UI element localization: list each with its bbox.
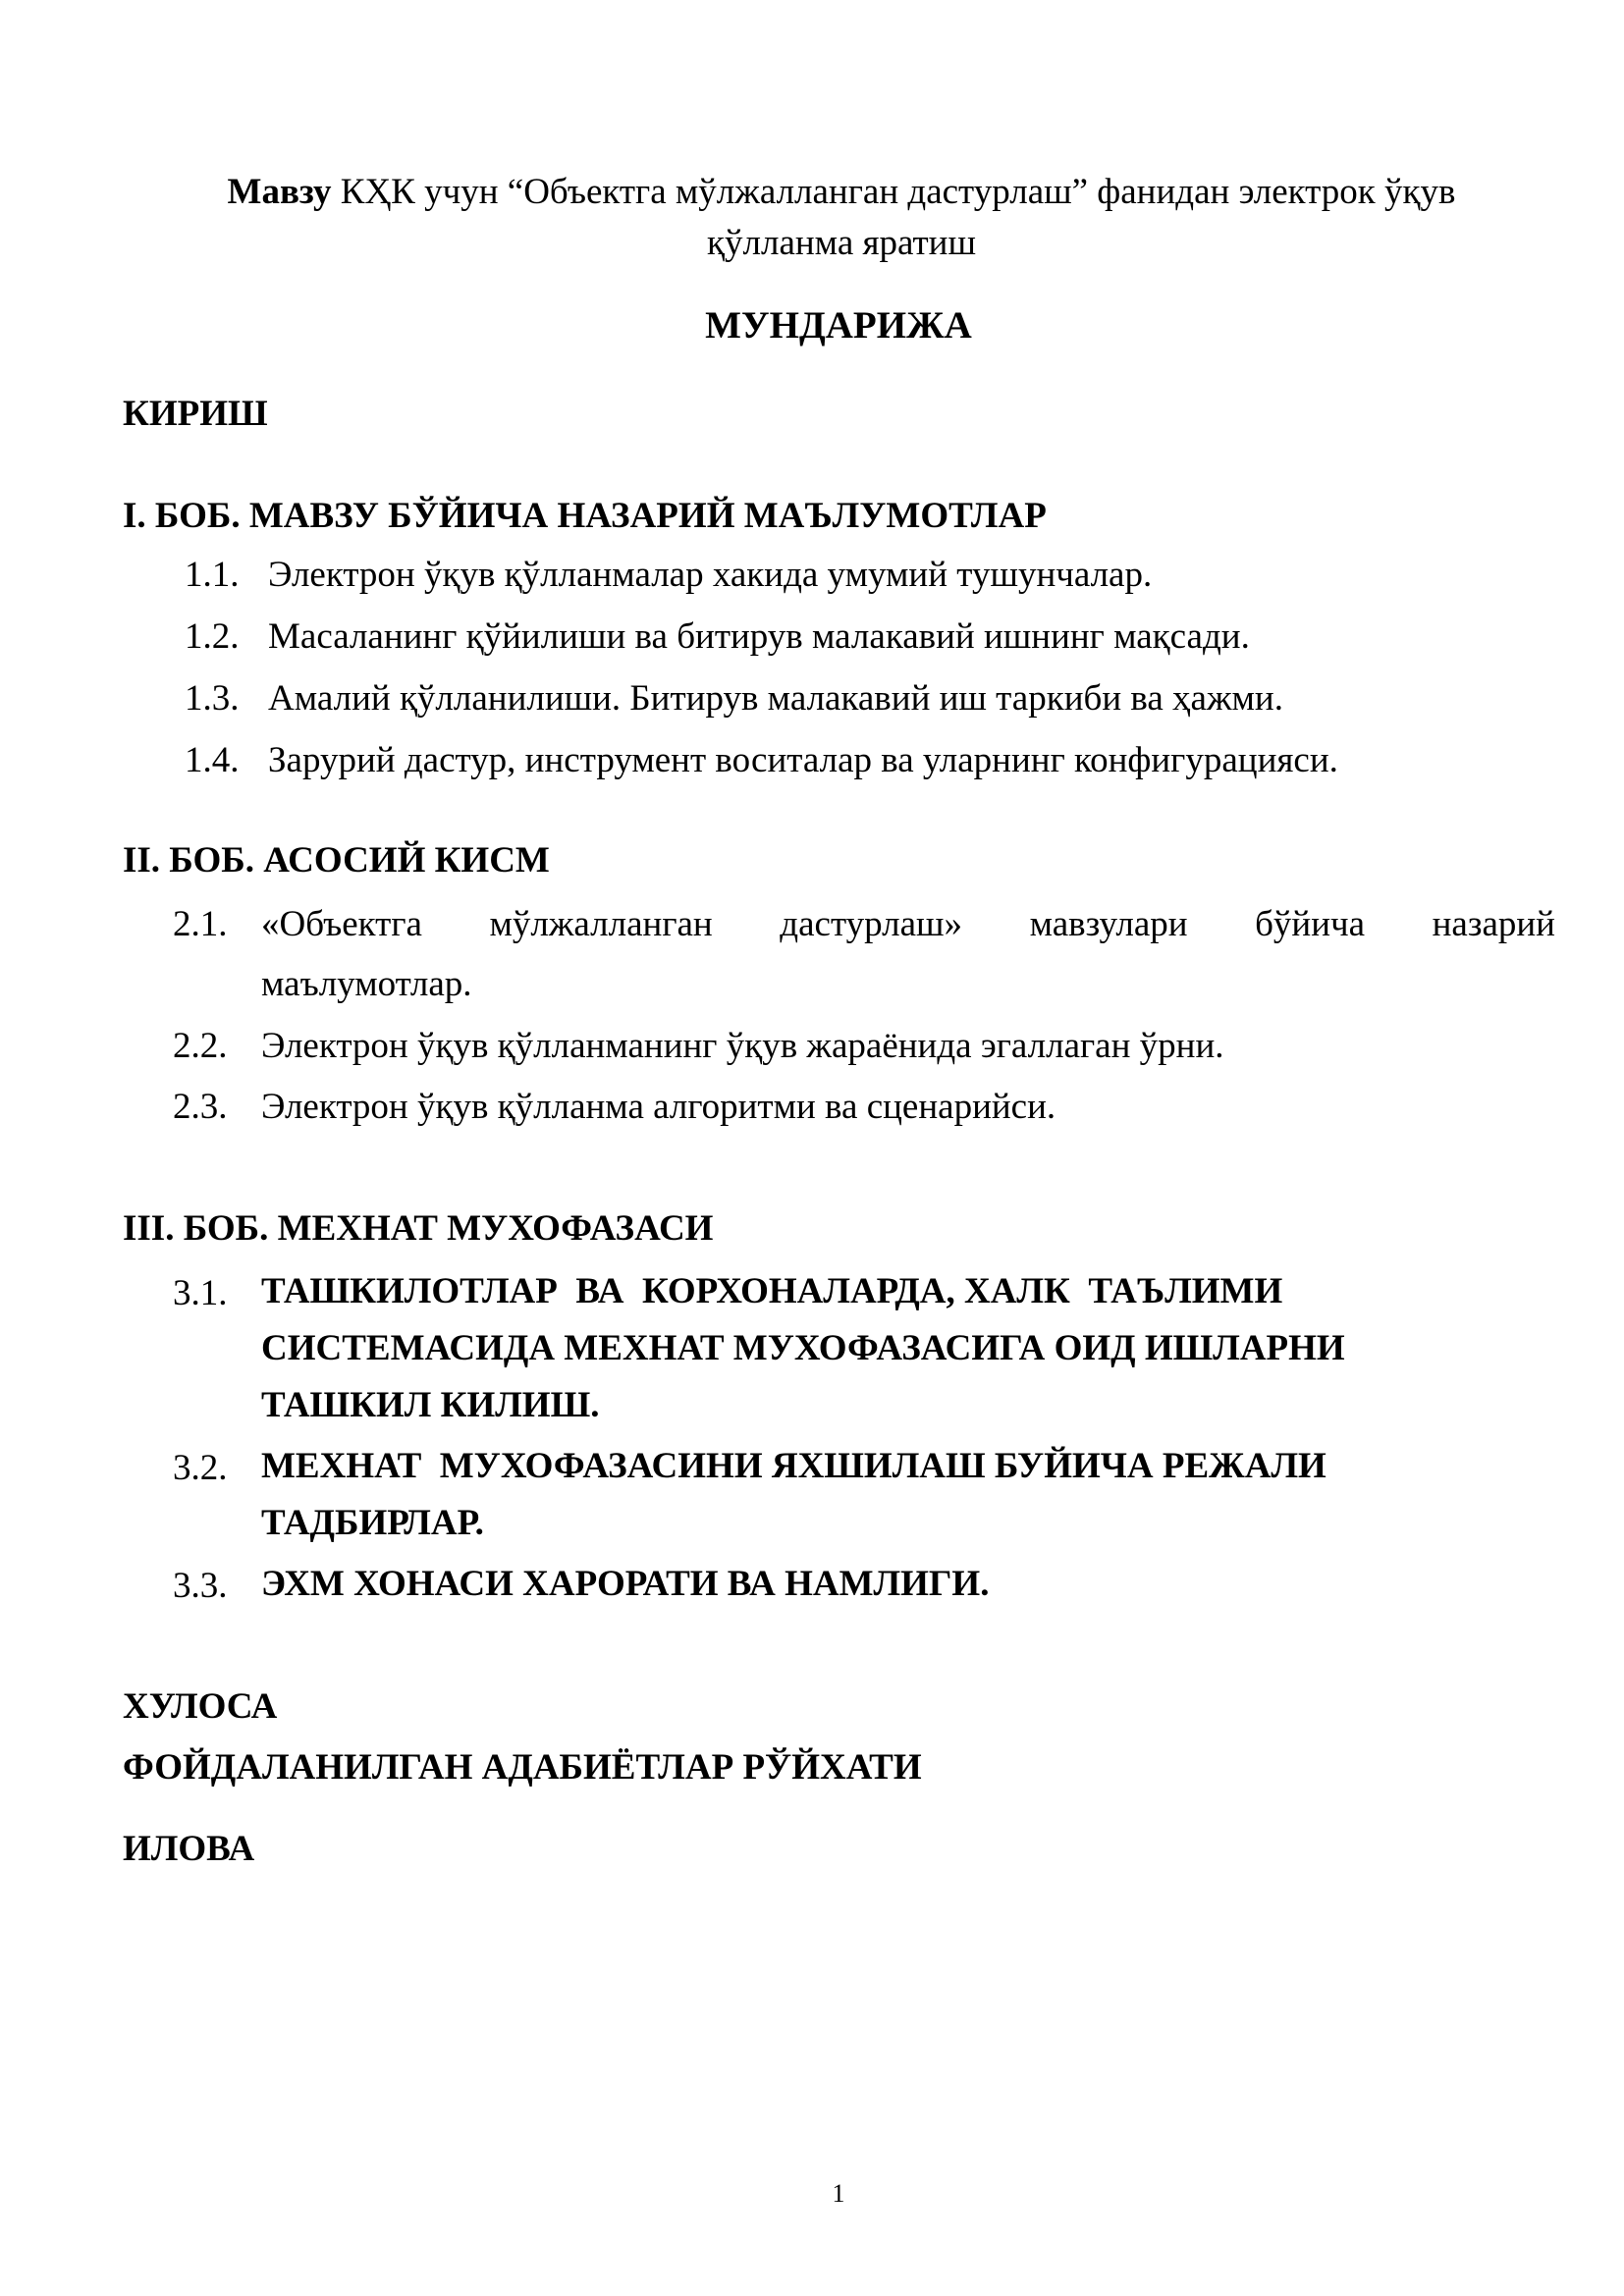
topic-text: КҲК учун “Объектга мўлжалланган дастурлаш” фанидан электрок ўқув қўлланма яратиш bbox=[331, 172, 1456, 263]
toc-item-number: 2.2. bbox=[173, 1026, 228, 1066]
intro-heading: КИРИШ bbox=[123, 394, 268, 434]
topic-label: Мавзу bbox=[227, 172, 332, 212]
toc-item-number: 3.3. bbox=[173, 1566, 228, 1606]
toc-item-text: Масаланинг қўйилиши ва битирув малакавий ишнинг мақсади. bbox=[268, 616, 1250, 657]
chapter1-heading: I. БОБ. МАВЗУ БЎЙИЧА НАЗАРИЙ МАЪЛУМОТЛАР bbox=[123, 496, 1047, 536]
topic-line bbox=[167, 167, 1516, 269]
toc-item-text: Зарурий дастур, инструмент воситалар ва уларнинг конфигурацияси. bbox=[268, 740, 1338, 780]
toc-item-number: 2.1. bbox=[173, 904, 228, 944]
toc-item-text-line1: «Объектга мўлжалланган дастурлаш» мавзулари бўйича назарий bbox=[261, 904, 1555, 944]
toc-item-number: 3.2. bbox=[173, 1448, 228, 1488]
toc-item-text: Электрон ўқув қўлланманинг ўқув жараёнида эгаллаган ўрни. bbox=[261, 1026, 1224, 1066]
toc-item-text-line1: ТАШКИЛОТЛАР ВА КОРХОНАЛАРДА, ХАЛК ТАЪЛИМИ bbox=[261, 1271, 1283, 1311]
contents-title: МУНДАРИЖА bbox=[705, 304, 972, 347]
toc-item-number: 1.2. bbox=[185, 616, 240, 657]
toc-item-number: 1.3. bbox=[185, 678, 240, 719]
toc-item-text-line1: ЭХМ ХОНАСИ ХАРОРАТИ ВА НАМЛИГИ. bbox=[261, 1564, 990, 1604]
chapter2-heading: II. БОБ. АСОСИЙ КИСМ bbox=[123, 840, 550, 881]
conclusion-heading: ХУЛОСА bbox=[123, 1686, 278, 1727]
toc-item-text: Электрон ўқув қўлланмалар хакида умумий тушунчалар. bbox=[268, 555, 1153, 595]
toc-item-text-line3: ТАШКИЛ КИЛИШ. bbox=[261, 1385, 600, 1425]
toc-item-text-line1: МЕХНАТ МУХОФАЗАСИНИ ЯХШИЛАШ БУЙИЧА РЕЖАЛИ bbox=[261, 1446, 1326, 1486]
toc-item-text: Амалий қўлланилиши. Битирув малакавий иш таркиби ва ҳажми. bbox=[268, 678, 1283, 719]
toc-item-number: 1.4. bbox=[185, 740, 240, 780]
toc-item-text: Электрон ўқув қўлланма алгоритми ва сценарийси. bbox=[261, 1087, 1056, 1127]
chapter3-heading: III. БОБ. МЕХНАТ МУХОФАЗАСИ bbox=[123, 1208, 714, 1249]
toc-item-text-line2: маълумотлар. bbox=[261, 964, 472, 1004]
toc-item-number: 3.1. bbox=[173, 1273, 228, 1313]
toc-item-text-line2: ТАДБИРЛАР. bbox=[261, 1503, 484, 1543]
toc-item-2-1 bbox=[173, 894, 1557, 1014]
toc-item-number: 2.3. bbox=[173, 1087, 228, 1127]
references-heading: ФОЙДАЛАНИЛГАН АДАБИЁТЛАР РЎЙХАТИ bbox=[123, 1747, 922, 1788]
appendix-heading: ИЛОВА bbox=[123, 1829, 255, 1869]
toc-item-text-line2: СИСТЕМАСИДА МЕХНАТ МУХОФАЗАСИГА ОИД ИШЛАРНИ bbox=[261, 1328, 1345, 1368]
toc-item-number: 1.1. bbox=[185, 555, 240, 595]
page-number: 1 bbox=[832, 2179, 845, 2208]
